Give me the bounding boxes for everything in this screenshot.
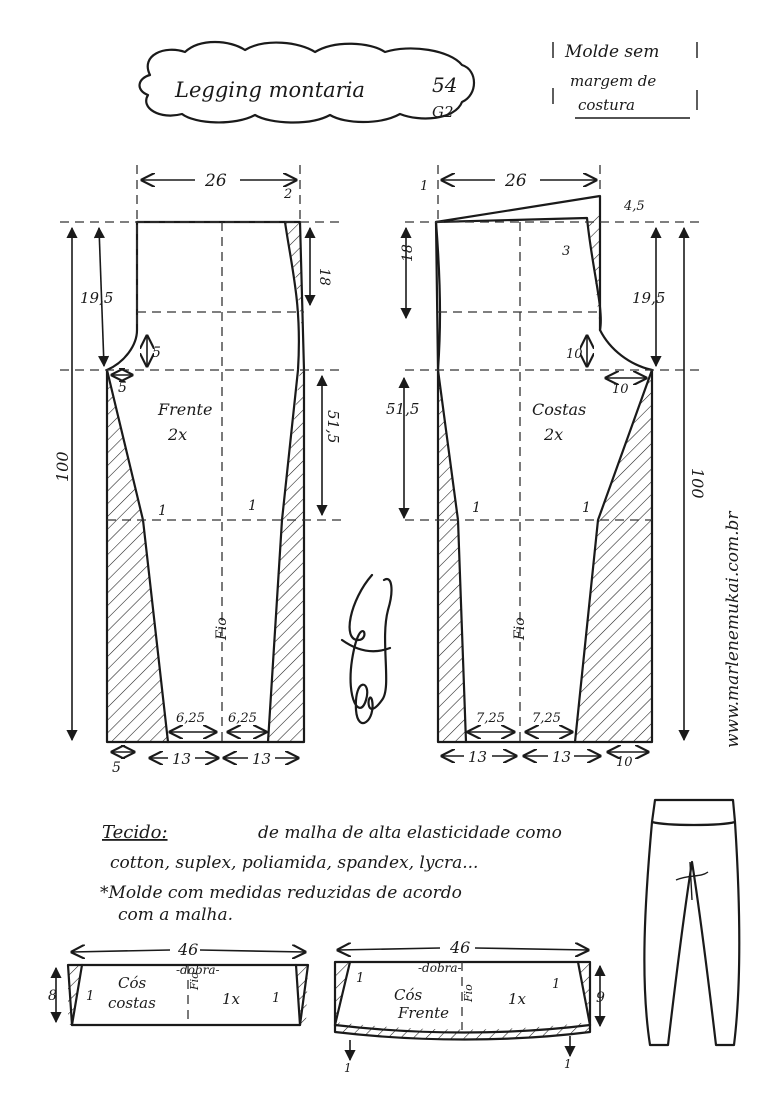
back-knee-in-right: 1 <box>582 500 591 516</box>
waistband-back-width: 46 <box>178 940 199 959</box>
back-hem-left-label: 13 <box>468 748 488 766</box>
front-hem-half-right: 6,25 <box>228 711 257 726</box>
front-top-offset-label: 2 <box>284 187 293 202</box>
back-hem-right-label: 13 <box>552 748 572 766</box>
size-label: G2 <box>432 103 454 121</box>
waistband-front-drop-right: 1 <box>564 1057 572 1071</box>
mold-line-1: *Molde com medidas reduzidas de acordo <box>100 883 462 903</box>
back-knee-in-left: 1 <box>472 500 481 516</box>
seam-allowance-note <box>553 42 697 118</box>
waistband-front-drop-left: 1 <box>344 1061 352 1075</box>
waistband-front-label-1: Cós <box>394 986 423 1004</box>
website-url: www.marlenemukai.com.br <box>723 511 743 748</box>
waistband-front-height: 9 <box>596 990 605 1006</box>
back-top-raise-label: 1 <box>420 179 429 194</box>
front-knee-in-right: 1 <box>248 498 257 514</box>
waistband-back-side-left: 1 <box>86 989 95 1004</box>
waistband-front-fold: -dobra- <box>418 961 462 975</box>
back-hatch-right <box>575 370 652 742</box>
back-waist-raise-label: 4,5 <box>624 199 645 214</box>
note-line-1: Molde sem <box>565 42 660 62</box>
front-width-label: 26 <box>205 171 227 191</box>
fabric-label: Tecido: <box>102 822 168 843</box>
back-piece-count: 2x <box>544 425 564 444</box>
front-hem-right-label: 13 <box>252 750 272 768</box>
designer-signature <box>342 575 391 723</box>
front-waist-seg-label: 18 <box>316 268 332 286</box>
front-piece-count: 2x <box>168 425 188 444</box>
back-hem-ext-label: 10 <box>616 755 633 770</box>
fabric-line-1: de malha de alta elasticidade como <box>258 823 562 843</box>
back-crotch-drop-label: 10 <box>566 347 583 362</box>
waistband-back-fold: -dobra- <box>176 963 220 977</box>
back-hem-half-right: 7,25 <box>532 711 561 726</box>
front-crotch-ext-label: 5 <box>118 380 127 396</box>
front-knee-length-label: 51,5 <box>324 410 342 444</box>
back-piece-label: Costas <box>532 400 587 419</box>
waistband-front-count: 1x <box>508 990 527 1008</box>
front-piece-label: Frente <box>158 400 213 419</box>
front-grain-label: Fio <box>214 617 230 640</box>
front-pattern-piece <box>53 165 345 776</box>
fabric-line-2: cotton, suplex, poliamida, spandex, lycra... <box>110 853 479 873</box>
pattern-title: Legging montaria <box>175 78 365 102</box>
note-line-3: costura <box>578 96 635 114</box>
waistband-front-grain: Fio <box>462 984 475 1002</box>
back-waist-seg-label: 18 <box>400 244 416 262</box>
back-knee-length-label: 51,5 <box>386 400 420 418</box>
waistband-front-piece <box>335 938 605 1075</box>
note-line-2: margem de <box>570 72 657 90</box>
back-hem-half-left: 7,25 <box>476 711 505 726</box>
legging-sketch <box>644 800 739 1045</box>
back-waist-line <box>436 218 601 330</box>
back-rise-label: 19,5 <box>632 289 666 307</box>
back-hatch-left <box>438 370 466 742</box>
waistband-back-side-right: 1 <box>272 991 281 1006</box>
back-crotch-ext-label: 10 <box>612 382 629 397</box>
back-width-label: 26 <box>505 171 527 191</box>
back-pattern-piece <box>386 165 707 770</box>
waistband-front-width: 46 <box>450 938 471 957</box>
waistband-back-label-2: costas <box>108 994 156 1012</box>
front-crotch-drop-label: 5 <box>152 345 161 361</box>
waistband-back-label-1: Cós <box>118 974 147 992</box>
back-grain-label: Fio <box>512 617 528 640</box>
front-hatch-right <box>268 370 304 742</box>
back-total-length-label: 100 <box>688 468 707 499</box>
waistband-front-side-left: 1 <box>356 971 365 986</box>
waistband-back-grain: Fio <box>188 972 201 990</box>
front-hem-left-label: 13 <box>172 750 192 768</box>
waistband-back-count: 1x <box>222 990 241 1008</box>
size-number: 54 <box>432 73 458 97</box>
front-hem-ext-label: 5 <box>112 760 121 776</box>
front-hatch-left <box>107 370 168 742</box>
front-knee-in-left: 1 <box>158 503 167 519</box>
back-dart-label: 3 <box>562 244 571 259</box>
front-total-length-label: 100 <box>53 451 72 482</box>
mold-line-2: com a malha. <box>118 905 233 925</box>
front-hem-half-left: 6,25 <box>176 711 205 726</box>
waistband-back-height: 8 <box>48 988 57 1004</box>
waistband-front-label-2: Frente <box>398 1004 450 1022</box>
waistband-back-piece <box>48 940 308 1025</box>
front-rise-label: 19,5 <box>80 289 114 307</box>
waistband-front-side-right: 1 <box>552 977 561 992</box>
